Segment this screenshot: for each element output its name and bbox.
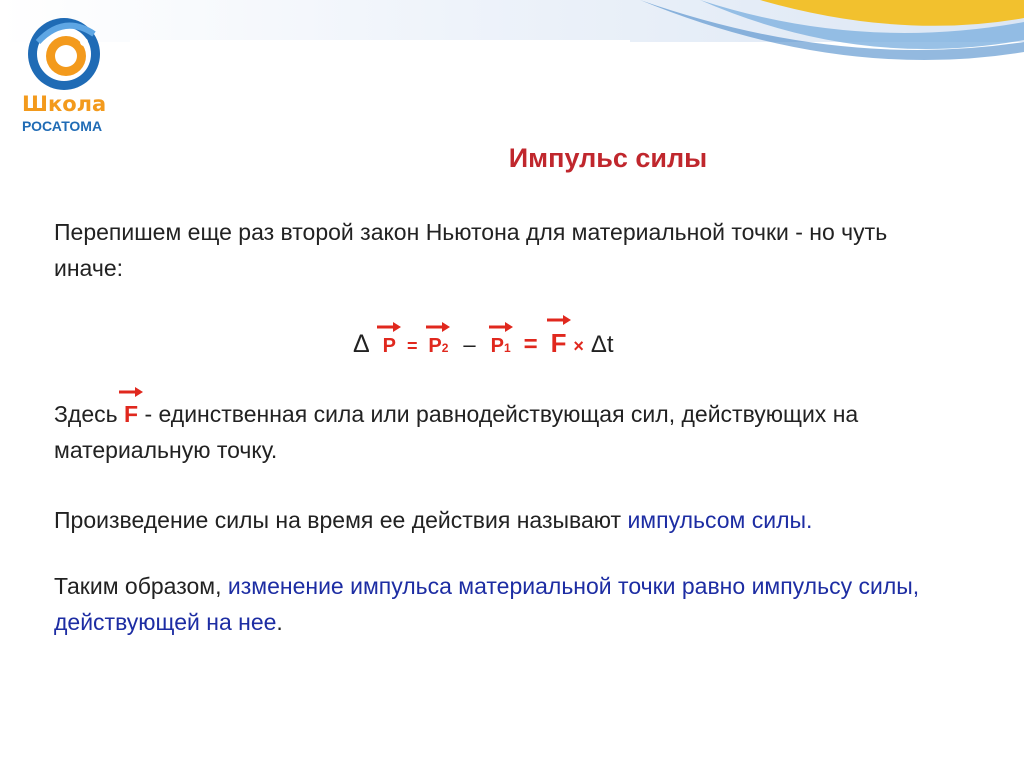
- conclusion-text: Таким образом,: [54, 573, 222, 599]
- logo-text-school: Школа: [22, 92, 107, 116]
- formula-vector-p: [383, 335, 396, 358]
- formula-p1-label: P: [490, 335, 504, 357]
- impulse-formula: [353, 328, 614, 368]
- formula-p2-label: P: [428, 335, 442, 357]
- formula-minus: –: [463, 332, 476, 357]
- formula-delta: Δ: [353, 330, 370, 358]
- vector-arrow-icon: [119, 386, 143, 398]
- impulse-definition-text: Произведение силы на время ее действия называют: [54, 507, 622, 533]
- formula-delta-t: Δt: [590, 331, 614, 358]
- logo-text-rosatom: РОСАТОМА: [22, 118, 103, 134]
- force-definition-text: - единственная сила или равнодействующая сил, действующих на материальную точку.: [54, 401, 859, 463]
- intro-paragraph: Перепишем еще раз второй закон Ньютона для материальной точки - но чуть иначе:: [54, 219, 888, 281]
- formula-equals-1: =: [406, 336, 418, 356]
- inline-vector-f: [124, 396, 138, 432]
- formula-vector-p1: [491, 335, 511, 358]
- formula-equals-2: =: [523, 331, 538, 358]
- formula-sub-2: 2: [441, 341, 449, 355]
- vector-arrow-icon: [547, 314, 571, 326]
- impulse-definition-paragraph: [54, 502, 934, 538]
- conclusion-term: изменение импульса материальной точки равно импульсу силы, действующей на нее: [54, 573, 920, 635]
- slide-title: Импульс силы: [508, 143, 708, 173]
- inline-f-label: F: [123, 401, 139, 427]
- formula-p-label: P: [382, 335, 396, 357]
- vector-arrow-icon: [489, 321, 513, 333]
- header-banner: [0, 0, 1024, 130]
- impulse-term: импульсом силы.: [627, 507, 813, 533]
- formula-vector-p2: [428, 335, 448, 358]
- conclusion-paragraph: [54, 568, 934, 640]
- logo-emblem-icon: [24, 12, 106, 94]
- formula-times: ×: [573, 336, 584, 356]
- formula-f-label: F: [550, 328, 567, 358]
- vector-arrow-icon: [377, 321, 401, 333]
- formula-vector-f: [551, 328, 567, 359]
- here-prefix: Здесь: [54, 401, 118, 427]
- formula-sub-1: 1: [503, 341, 511, 355]
- conclusion-period: .: [276, 609, 283, 635]
- school-rosatom-logo: [14, 8, 134, 133]
- vector-arrow-icon: [426, 321, 450, 333]
- force-definition-paragraph: [54, 396, 934, 468]
